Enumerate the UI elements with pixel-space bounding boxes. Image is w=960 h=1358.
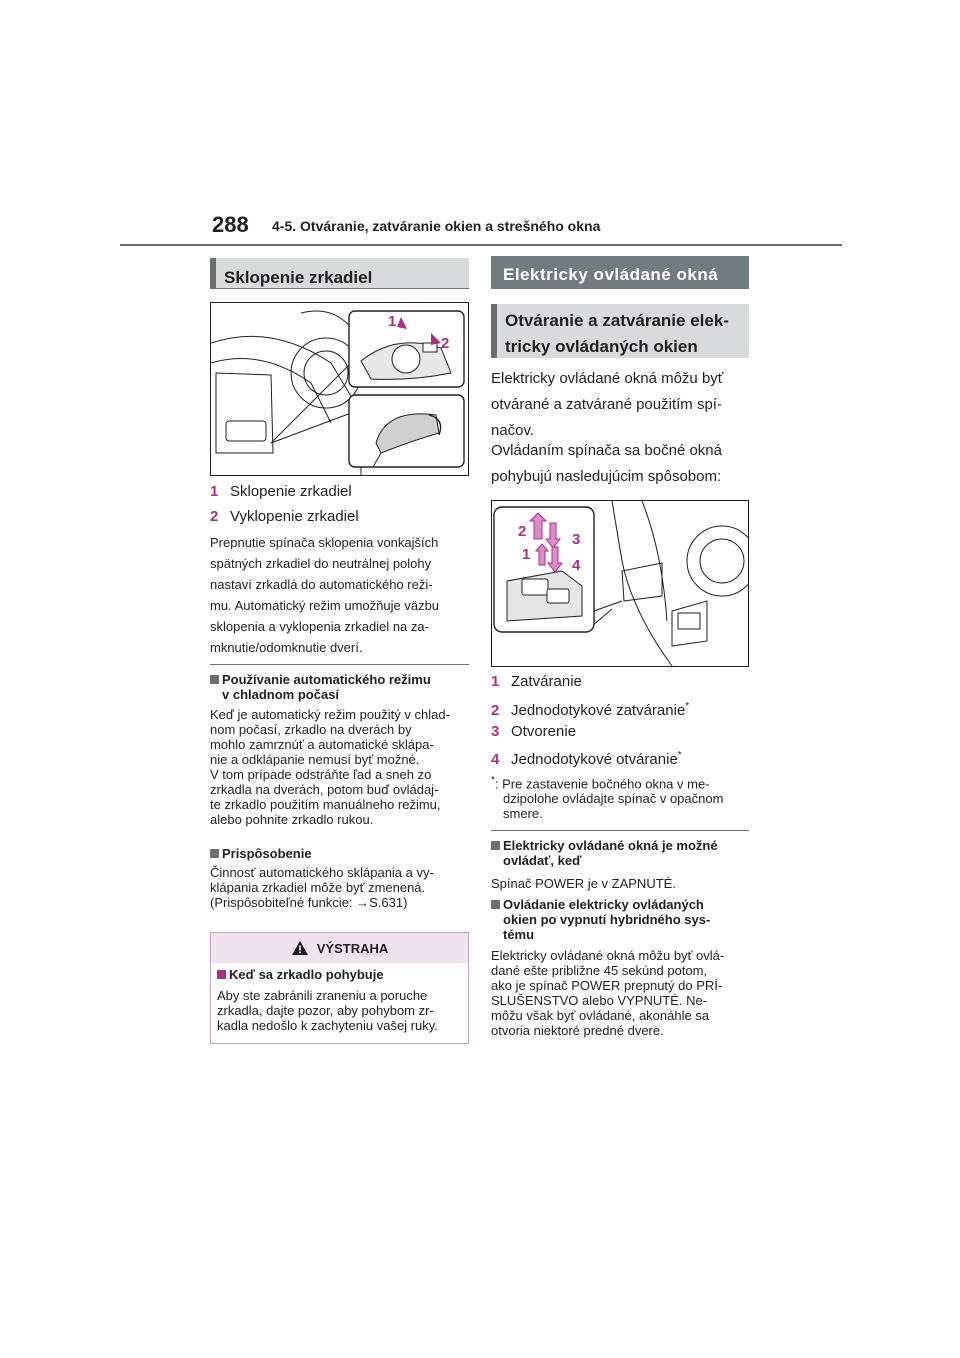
warning-title: VÝSTRAHA (316, 940, 389, 956)
text-line: (Prispôsobiteľné funkcie: →S.631) (210, 895, 408, 910)
warning-triangle-icon (291, 940, 309, 956)
text-line: nastaví zrkadlá do automatického reži- (210, 577, 433, 592)
note-heading: ovládať, keď (503, 853, 582, 868)
note-heading: Ovládanie elektricky ovládaných (503, 897, 704, 912)
text-line: dzipolohe ovládajte spínač v opačnom (503, 791, 724, 807)
note-heading: Elektricky ovládané okná je možné (503, 838, 718, 853)
figure-label-1: 1 (388, 313, 397, 330)
section-rule (210, 288, 469, 289)
text-line: mu. Automatický režim umožňuje väzbu (210, 598, 440, 613)
footnote-mark: * (491, 775, 495, 786)
list-item (491, 697, 689, 721)
note-heading: v chladnom počasí (222, 687, 340, 702)
text-line: : Pre zastavenie bočného okna v me- (494, 776, 710, 792)
intro-paragraph (491, 366, 753, 444)
subsection-title-line: tricky ovládaných okien (505, 337, 698, 356)
main-title-power-windows (491, 256, 749, 289)
header-rule (120, 244, 842, 246)
text-line: otvoria niektoré predné dvere. (491, 1023, 664, 1038)
text-line: Spínač POWER je v ZAPNUTÉ. (491, 876, 676, 891)
intro-paragraph-2 (491, 438, 753, 490)
item-number: 4 (491, 751, 500, 768)
note-heading: tému (503, 927, 535, 942)
text-line: Prepnutie spínača sklopenia vonkajších (210, 535, 439, 550)
bullet-square-icon (210, 675, 219, 684)
figure-label-4: 4 (572, 557, 581, 574)
text-line: SLUŠENSTVO alebo VYPNUTÉ. Ne- (491, 993, 708, 1008)
note-heading: okien po vypnutí hybridného sys- (503, 912, 711, 927)
list-item (210, 507, 359, 527)
note-heading: Prispôsobenie (222, 846, 312, 861)
warning-heading: Keď sa zrkadlo pohybuje (229, 967, 384, 982)
text-line: mohlo zamrznúť a automatické sklápa- (210, 737, 434, 752)
text-line: V tom prípade odstráňte ľad a sneh zo (210, 767, 432, 782)
item-number: 1 (491, 673, 500, 690)
auto-mode-note (210, 672, 472, 827)
text-line: smere. (503, 806, 543, 822)
text-line: Elektricky ovládané okná môžu byť ovlá- (491, 948, 725, 963)
bullet-square-icon (491, 900, 500, 909)
text-line: Činnosť automatického sklápania a vy- (210, 865, 434, 880)
item-number: 1 (210, 483, 219, 500)
text-line: spätných zrkadiel do neutrálnej polohy (210, 556, 432, 571)
list-item (491, 722, 576, 742)
mirror-fold-illustration (211, 303, 468, 475)
item-number: 3 (491, 723, 500, 740)
figure-label-1: 1 (522, 546, 531, 563)
text-line: alebo pohnite zrkadlo rukou. (210, 812, 374, 827)
text-line: mknutie/odomknutie dverí. (210, 640, 363, 655)
bullet-square-icon (491, 841, 500, 850)
main-title-text: Elektricky ovládané okná (503, 265, 719, 284)
item-label: Jednodotykové zatváranie (511, 702, 686, 719)
item-label: Vyklopenie zrkadiel (230, 508, 359, 525)
text-line: pohybujú nasledujúcim spôsobom: (491, 468, 722, 485)
figure-label-2: 2 (518, 523, 527, 540)
divider (210, 664, 469, 665)
item-label: Otvorenie (511, 723, 577, 740)
bullet-square-icon (217, 970, 226, 979)
text-line: nom počasí, zrkadlo na dverách by (210, 722, 412, 737)
operable-note (491, 838, 753, 891)
page-number: 288 (212, 212, 249, 237)
text-line: klápania zrkadiel môže byť zmenená. (210, 880, 426, 895)
note-heading: Používanie automatického režimu (222, 672, 431, 687)
text-line: kadla nedošlo k zachyteniu vašej ruky. (217, 1018, 438, 1033)
footnote-star: * (685, 701, 690, 712)
text-line: sklopenia a vyklopenia zrkadiel na za- (210, 619, 429, 634)
text-line: nie a odklápanie nemusí byť možné. (210, 752, 420, 767)
text-line: zrkadla na dverách, potom buď ovládaj- (210, 782, 439, 797)
item-number: 2 (491, 702, 500, 719)
warning-box (210, 932, 469, 1044)
item-label: Zatváranie (511, 673, 582, 690)
divider (491, 830, 749, 831)
text-line: ako je spínač POWER prepnutý do PRÍ- (491, 978, 723, 993)
window-switch-figure (491, 500, 749, 667)
text-line: otvárané a zatvárané použitím spí- (491, 396, 722, 413)
text-line: môžu však byť ovládané, akonáhle sa (491, 1008, 710, 1023)
figure-label-2: 2 (441, 335, 450, 352)
text-line: te zrkadlo použitím manuálneho režimu, (210, 797, 441, 812)
customization-note (210, 846, 472, 910)
list-item (210, 482, 352, 502)
text-line: zrkadla, dajte pozor, aby pohybom zr- (217, 1003, 434, 1018)
list-item (491, 672, 582, 692)
item-label: Jednodotykové otváranie (511, 751, 678, 768)
warning-header (211, 933, 468, 963)
item-number: 2 (210, 508, 219, 525)
text-line: dané ešte približne 45 sekúnd potom, (491, 963, 708, 978)
mirror-paragraph (210, 532, 472, 658)
section-title-mirrors-text: Sklopenie zrkadiel (224, 268, 373, 287)
after-off-note (491, 897, 753, 1038)
footnote-star: * (677, 750, 682, 761)
chapter-title: 4-5. Otváranie, zatváranie okien a strešného okna (272, 218, 601, 234)
list-item (491, 746, 682, 770)
footnote (491, 773, 753, 821)
text-line: Ovládaním spínača sa bočné okná (491, 442, 722, 459)
subsection-title-line: Otváranie a zatváranie elek- (505, 311, 729, 330)
text-line: Keď je automatický režim použitý v chlad- (210, 707, 450, 722)
text-line: Elektricky ovládané okná môžu byť (491, 370, 724, 387)
window-switch-illustration (492, 501, 748, 666)
figure-label-3: 3 (572, 531, 581, 548)
bullet-square-icon (210, 849, 219, 858)
subsection-title (491, 304, 749, 358)
item-label: Sklopenie zrkadiel (230, 483, 352, 500)
mirror-fold-figure (210, 302, 469, 476)
section-title-mirrors (210, 258, 469, 288)
text-line: Aby ste zabránili zraneniu a poruche (217, 988, 428, 1003)
text-line: načov. (491, 422, 535, 439)
